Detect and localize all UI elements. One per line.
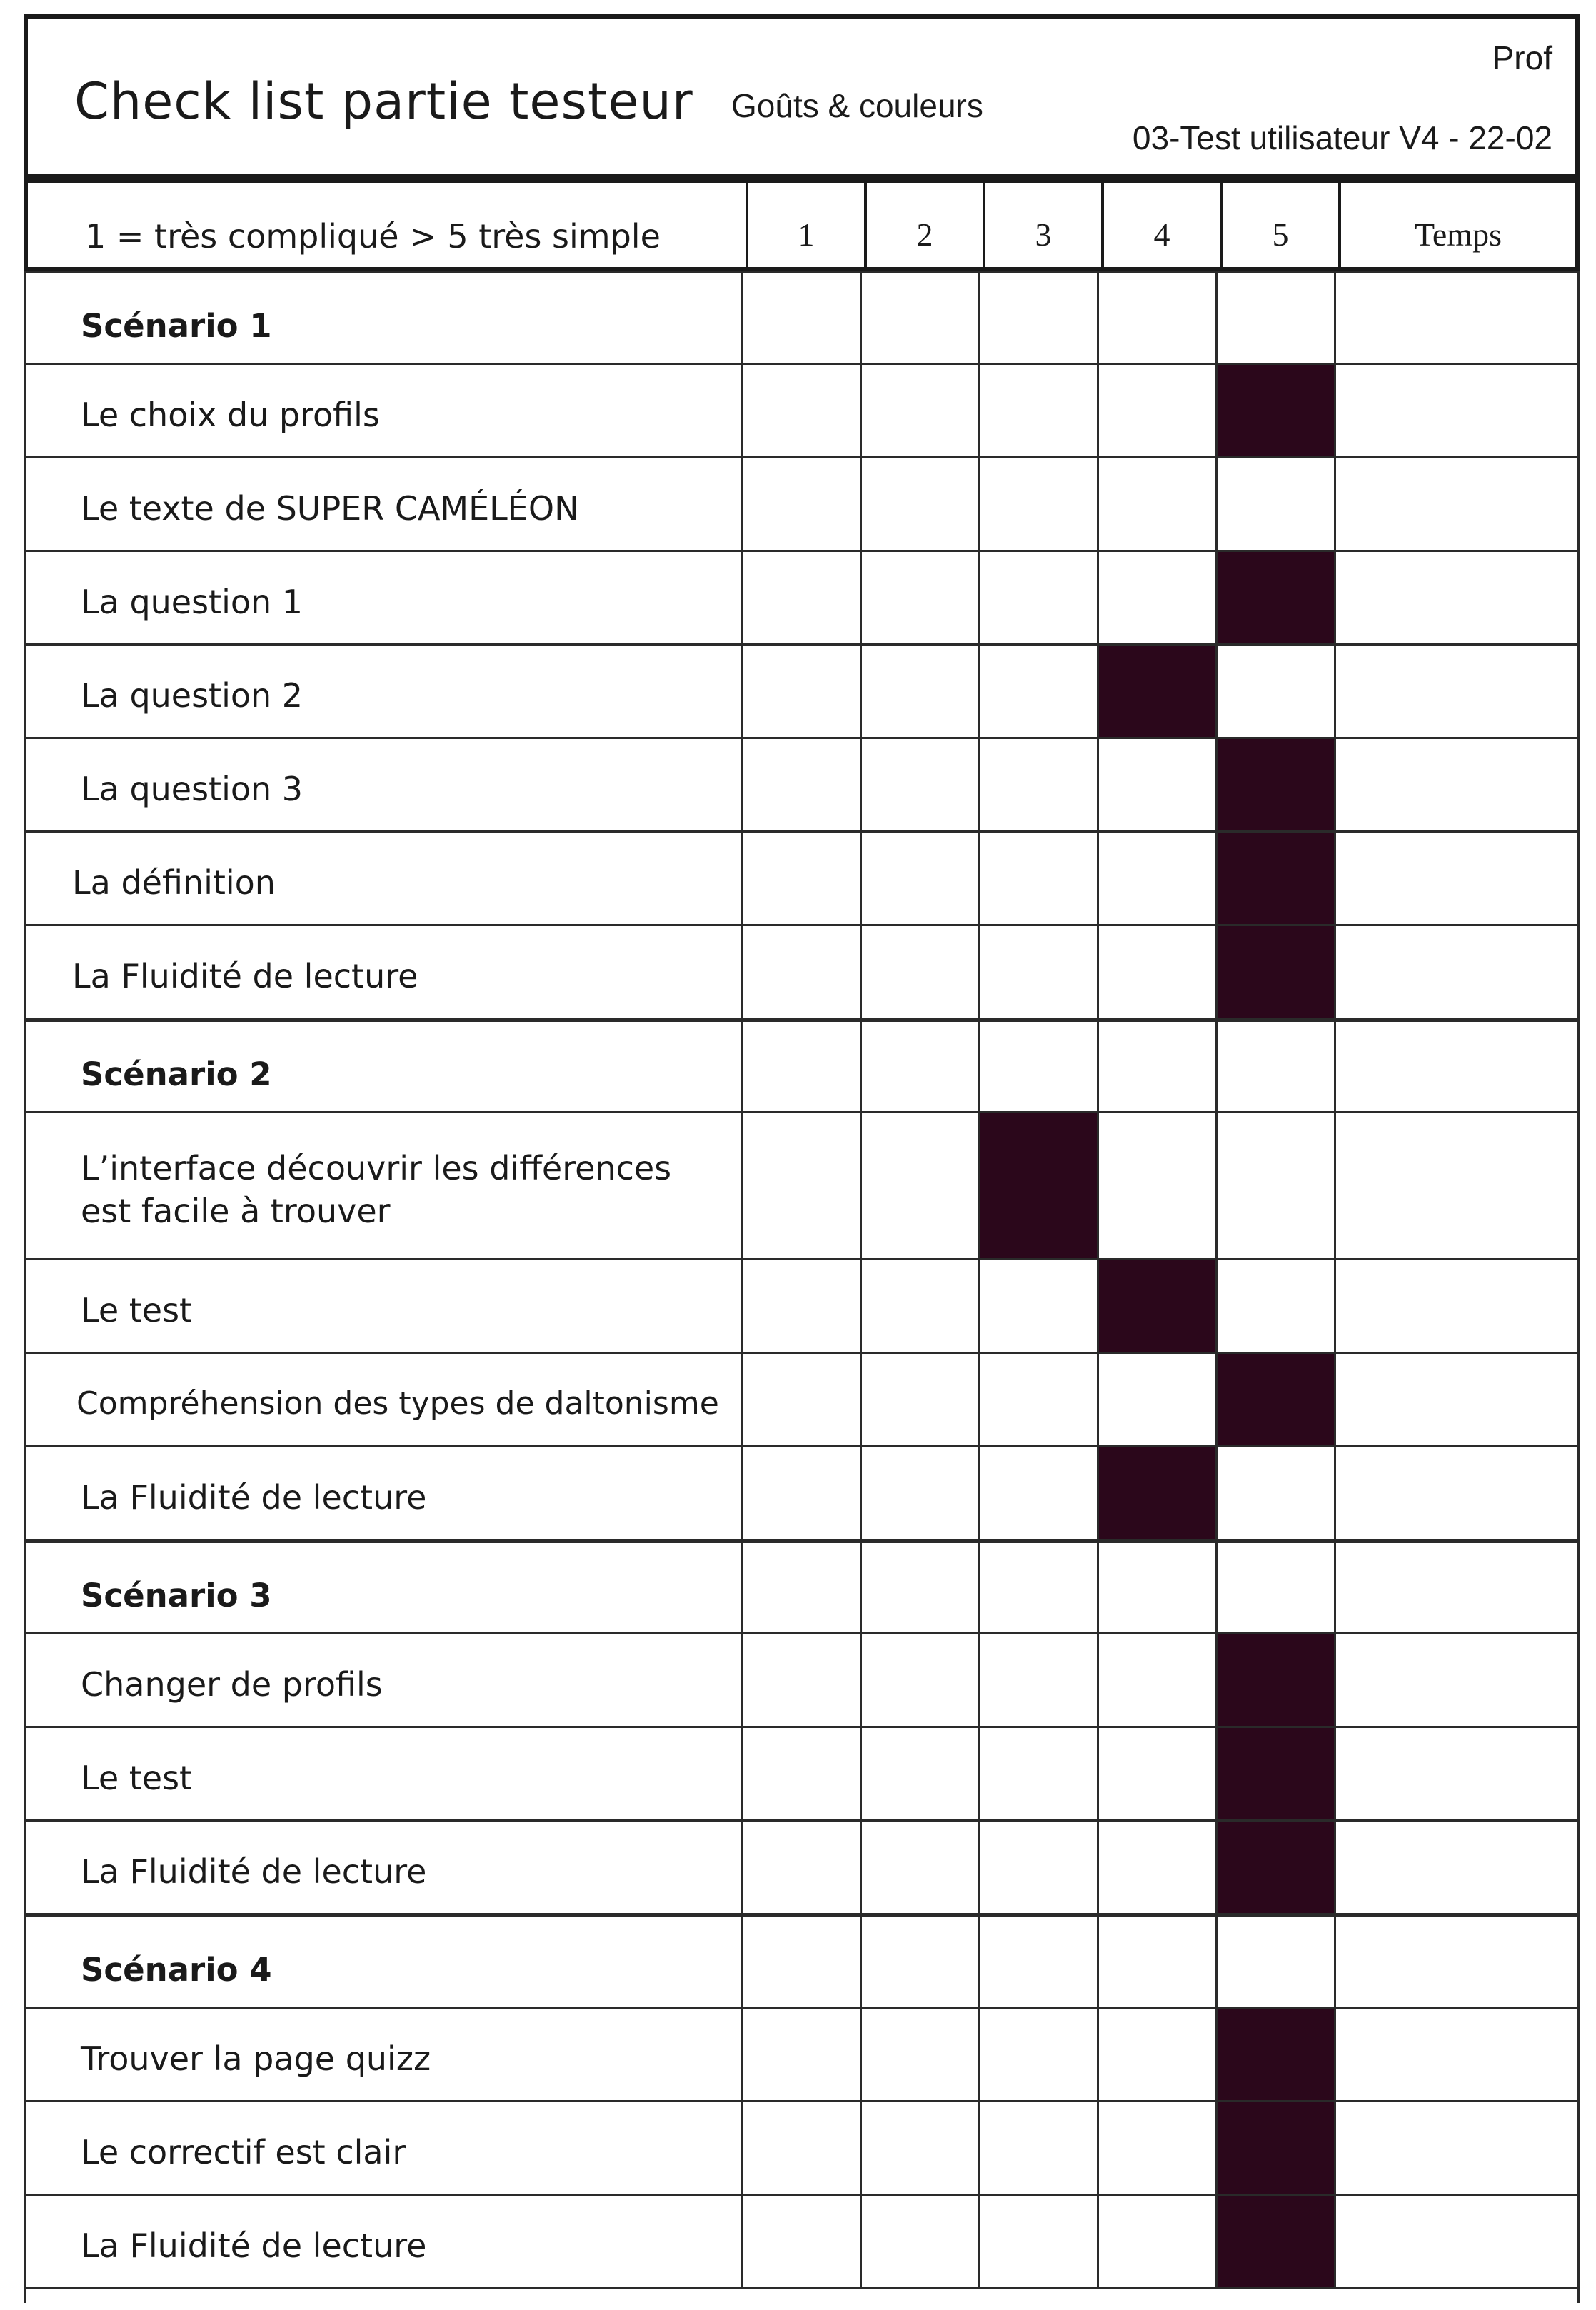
time-cell[interactable] bbox=[1334, 1022, 1580, 1111]
checklist-row bbox=[24, 2196, 1580, 2289]
rating-cell-4[interactable] bbox=[1097, 1354, 1215, 1445]
section-row bbox=[24, 1020, 1580, 1113]
rating-cell-1[interactable] bbox=[741, 1728, 860, 1819]
rating-cell-1[interactable] bbox=[741, 2009, 860, 2100]
time-cell[interactable] bbox=[1334, 552, 1580, 643]
rating-cell-2[interactable] bbox=[860, 365, 978, 456]
rating-cell-1[interactable] bbox=[741, 1822, 860, 1913]
rating-cell-5[interactable] bbox=[1215, 552, 1334, 643]
rating-cell-5[interactable] bbox=[1215, 365, 1334, 456]
rating-cell-2[interactable] bbox=[860, 1022, 978, 1111]
rating-cell-4[interactable] bbox=[1097, 552, 1215, 643]
row-label: Compréhension des types de daltonisme bbox=[76, 1385, 719, 1422]
rating-cell-3[interactable] bbox=[978, 2009, 1097, 2100]
row-label: Le test bbox=[81, 1291, 193, 1330]
rating-cell-1[interactable] bbox=[741, 1634, 860, 1726]
checklist-row bbox=[24, 739, 1580, 833]
rating-cell-3[interactable] bbox=[978, 1260, 1097, 1352]
rating-cell-3[interactable] bbox=[978, 1354, 1097, 1445]
time-cell[interactable] bbox=[1334, 458, 1580, 550]
time-cell[interactable] bbox=[1334, 926, 1580, 1018]
time-cell[interactable] bbox=[1334, 1634, 1580, 1726]
checklist-row bbox=[24, 1634, 1580, 1728]
rating-cell-4[interactable] bbox=[1097, 1634, 1215, 1726]
rating-cell-4[interactable] bbox=[1097, 2102, 1215, 2194]
rating-cell-5[interactable] bbox=[1215, 1917, 1334, 2007]
rating-cell-1[interactable] bbox=[741, 365, 860, 456]
rating-cell-2[interactable] bbox=[860, 1917, 978, 2007]
row-label: L’interface découvrir les différences est facile à trouver bbox=[81, 1149, 672, 1230]
rating-cell-5[interactable] bbox=[1215, 833, 1334, 924]
rating-cell-5[interactable] bbox=[1215, 1543, 1334, 1632]
rating-cell-3[interactable] bbox=[978, 2102, 1097, 2194]
rating-cell-3[interactable] bbox=[978, 926, 1097, 1018]
time-cell[interactable] bbox=[1334, 1917, 1580, 2007]
rating-cell-5[interactable] bbox=[1215, 1022, 1334, 1111]
rating-cell-3[interactable] bbox=[978, 552, 1097, 643]
rating-cell-3[interactable] bbox=[978, 365, 1097, 456]
column-header-5: 5 bbox=[1220, 183, 1338, 267]
rating-cell-5[interactable] bbox=[1215, 1728, 1334, 1819]
column-header-row bbox=[24, 179, 1580, 271]
rating-cell-3[interactable] bbox=[978, 1822, 1097, 1913]
rating-cell-1[interactable] bbox=[741, 926, 860, 1018]
row-label: Le texte de SUPER CAMÉLÉON bbox=[81, 489, 579, 528]
checklist-row bbox=[24, 458, 1580, 552]
checklist-row bbox=[24, 1260, 1580, 1354]
checklist-row bbox=[24, 833, 1580, 926]
rating-cell-5[interactable] bbox=[1215, 926, 1334, 1018]
rating-cell-5[interactable] bbox=[1215, 646, 1334, 737]
row-label: La question 3 bbox=[81, 770, 303, 808]
rating-cell-1[interactable] bbox=[741, 1113, 860, 1258]
checklist-row bbox=[24, 552, 1580, 646]
rating-cell-2[interactable] bbox=[860, 1113, 978, 1258]
rating-cell-4[interactable] bbox=[1097, 1447, 1215, 1539]
column-header-4: 4 bbox=[1101, 183, 1220, 267]
rating-cell-4[interactable] bbox=[1097, 1917, 1215, 2007]
time-cell[interactable] bbox=[1334, 646, 1580, 737]
column-header-time: Temps bbox=[1338, 183, 1575, 267]
checklist-row bbox=[24, 1447, 1580, 1541]
rating-cell-4[interactable] bbox=[1097, 1022, 1215, 1111]
time-cell[interactable] bbox=[1334, 739, 1580, 830]
section-title: Scénario 4 bbox=[81, 1951, 272, 1989]
column-header-3: 3 bbox=[983, 183, 1101, 267]
page-title: Check list partie testeur bbox=[74, 72, 693, 131]
rating-cell-4[interactable] bbox=[1097, 365, 1215, 456]
rating-cell-2[interactable] bbox=[860, 1822, 978, 1913]
rating-cell-3[interactable] bbox=[978, 1022, 1097, 1111]
rating-cell-4[interactable] bbox=[1097, 1543, 1215, 1632]
rating-cell-5[interactable] bbox=[1215, 2009, 1334, 2100]
rating-cell-2[interactable] bbox=[860, 458, 978, 550]
rating-cell-5[interactable] bbox=[1215, 1113, 1334, 1258]
rating-cell-1[interactable] bbox=[741, 833, 860, 924]
rating-cell-5[interactable] bbox=[1215, 1354, 1334, 1445]
section-row bbox=[24, 271, 1580, 365]
rating-cell-1[interactable] bbox=[741, 1022, 860, 1111]
section-title: Scénario 2 bbox=[81, 1055, 272, 1093]
row-label: La question 1 bbox=[81, 583, 303, 621]
rating-cell-3[interactable] bbox=[978, 273, 1097, 363]
rating-cell-2[interactable] bbox=[860, 2009, 978, 2100]
rating-cell-3[interactable] bbox=[978, 1447, 1097, 1539]
row-label: Changer de profils bbox=[81, 1665, 383, 1704]
rating-cell-1[interactable] bbox=[741, 2102, 860, 2194]
rating-cell-1[interactable] bbox=[741, 2196, 860, 2287]
rating-cell-4[interactable] bbox=[1097, 273, 1215, 363]
row-label: Trouver la page quizz bbox=[81, 2039, 431, 2078]
checklist-row bbox=[24, 1113, 1580, 1260]
row-label: La Fluidité de lecture bbox=[81, 2226, 427, 2265]
rating-cell-2[interactable] bbox=[860, 833, 978, 924]
row-label: La question 2 bbox=[81, 676, 303, 715]
row-label: La Fluidité de lecture bbox=[72, 957, 418, 995]
checklist-row bbox=[24, 365, 1580, 458]
rating-cell-5[interactable] bbox=[1215, 1260, 1334, 1352]
row-label: La définition bbox=[72, 863, 276, 902]
rating-cell-4[interactable] bbox=[1097, 1728, 1215, 1819]
rating-cell-1[interactable] bbox=[741, 1354, 860, 1445]
checklist-row bbox=[24, 1728, 1580, 1822]
rating-cell-5[interactable] bbox=[1215, 1822, 1334, 1913]
time-cell[interactable] bbox=[1334, 2009, 1580, 2100]
test-version: 03-Test utilisateur V4 - 22-02 bbox=[1132, 119, 1552, 156]
rating-cell-5[interactable] bbox=[1215, 1634, 1334, 1726]
time-cell[interactable] bbox=[1334, 1113, 1580, 1258]
rating-cell-3[interactable] bbox=[978, 833, 1097, 924]
rating-cell-1[interactable] bbox=[741, 552, 860, 643]
rating-cell-4[interactable] bbox=[1097, 1822, 1215, 1913]
row-label: Le correctif est clair bbox=[81, 2133, 406, 2171]
rating-cell-4[interactable] bbox=[1097, 1113, 1215, 1258]
rating-cell-2[interactable] bbox=[860, 2196, 978, 2287]
time-cell[interactable] bbox=[1334, 273, 1580, 363]
rating-cell-1[interactable] bbox=[741, 1917, 860, 2007]
rating-cell-1[interactable] bbox=[741, 646, 860, 737]
rating-cell-1[interactable] bbox=[741, 739, 860, 830]
rating-cell-1[interactable] bbox=[741, 273, 860, 363]
checklist-row bbox=[24, 1822, 1580, 1915]
rating-cell-4[interactable] bbox=[1097, 739, 1215, 830]
section-row bbox=[24, 1541, 1580, 1634]
rating-cell-4[interactable] bbox=[1097, 1260, 1215, 1352]
column-header-2: 2 bbox=[864, 183, 983, 267]
rating-cell-2[interactable] bbox=[860, 2102, 978, 2194]
section-row bbox=[24, 1915, 1580, 2009]
row-label: La Fluidité de lecture bbox=[81, 1478, 427, 1517]
rating-cell-2[interactable] bbox=[860, 1543, 978, 1632]
rating-cell-4[interactable] bbox=[1097, 2196, 1215, 2287]
time-cell[interactable] bbox=[1334, 1543, 1580, 1632]
rating-cell-5[interactable] bbox=[1215, 2196, 1334, 2287]
header-box bbox=[24, 14, 1580, 179]
project-name: Goûts & couleurs bbox=[731, 87, 983, 124]
rating-legend: 1 = très compliqué > 5 très simple bbox=[85, 217, 661, 256]
rating-cell-3[interactable] bbox=[978, 1917, 1097, 2007]
rating-cell-2[interactable] bbox=[860, 1260, 978, 1352]
time-cell[interactable] bbox=[1334, 833, 1580, 924]
column-header-1: 1 bbox=[746, 183, 864, 267]
time-cell[interactable] bbox=[1334, 365, 1580, 456]
rating-cell-3[interactable] bbox=[978, 646, 1097, 737]
checklist-sheet bbox=[24, 14, 1580, 2303]
section-title: Scénario 3 bbox=[81, 1577, 272, 1615]
rating-cell-2[interactable] bbox=[860, 1728, 978, 1819]
time-cell[interactable] bbox=[1334, 2102, 1580, 2194]
rating-cell-4[interactable] bbox=[1097, 833, 1215, 924]
rating-cell-2[interactable] bbox=[860, 552, 978, 643]
rating-cell-3[interactable] bbox=[978, 739, 1097, 830]
row-label: La Fluidité de lecture bbox=[81, 1852, 427, 1891]
rating-cell-4[interactable] bbox=[1097, 2009, 1215, 2100]
rating-cell-3[interactable] bbox=[978, 1543, 1097, 1632]
time-cell[interactable] bbox=[1334, 2196, 1580, 2287]
tester-name: Prof bbox=[1492, 39, 1552, 76]
time-cell[interactable] bbox=[1334, 1728, 1580, 1819]
rating-cell-2[interactable] bbox=[860, 646, 978, 737]
rating-cell-3[interactable] bbox=[978, 2196, 1097, 2287]
rating-cell-2[interactable] bbox=[860, 926, 978, 1018]
time-cell[interactable] bbox=[1334, 1354, 1580, 1445]
section-title: Scénario 1 bbox=[81, 307, 272, 345]
rating-cell-2[interactable] bbox=[860, 1354, 978, 1445]
time-cell[interactable] bbox=[1334, 1447, 1580, 1539]
checklist-row bbox=[24, 646, 1580, 739]
row-label: Le test bbox=[81, 1759, 193, 1797]
time-cell[interactable] bbox=[1334, 1822, 1580, 1913]
rating-cell-2[interactable] bbox=[860, 273, 978, 363]
rating-cell-1[interactable] bbox=[741, 1543, 860, 1632]
rating-cell-4[interactable] bbox=[1097, 926, 1215, 1018]
rating-cell-2[interactable] bbox=[860, 739, 978, 830]
rating-cell-1[interactable] bbox=[741, 1260, 860, 1352]
checklist-row bbox=[24, 1354, 1580, 1447]
rating-cell-3[interactable] bbox=[978, 1113, 1097, 1258]
rating-cell-4[interactable] bbox=[1097, 458, 1215, 550]
rating-cell-1[interactable] bbox=[741, 458, 860, 550]
rating-cell-3[interactable] bbox=[978, 458, 1097, 550]
rating-cell-3[interactable] bbox=[978, 1728, 1097, 1819]
rating-cell-2[interactable] bbox=[860, 1447, 978, 1539]
rating-cell-5[interactable] bbox=[1215, 739, 1334, 830]
rating-cell-2[interactable] bbox=[860, 1634, 978, 1726]
rating-cell-5[interactable] bbox=[1215, 1447, 1334, 1539]
checklist-row bbox=[24, 2009, 1580, 2102]
rating-cell-5[interactable] bbox=[1215, 273, 1334, 363]
rating-cell-5[interactable] bbox=[1215, 458, 1334, 550]
rating-cell-5[interactable] bbox=[1215, 2102, 1334, 2194]
rating-cell-3[interactable] bbox=[978, 1634, 1097, 1726]
rating-cell-4[interactable] bbox=[1097, 646, 1215, 737]
checklist-row bbox=[24, 2102, 1580, 2196]
row-label: Le choix du profils bbox=[81, 396, 380, 434]
checklist-row bbox=[24, 926, 1580, 1020]
rating-cell-1[interactable] bbox=[741, 1447, 860, 1539]
time-cell[interactable] bbox=[1334, 1260, 1580, 1352]
